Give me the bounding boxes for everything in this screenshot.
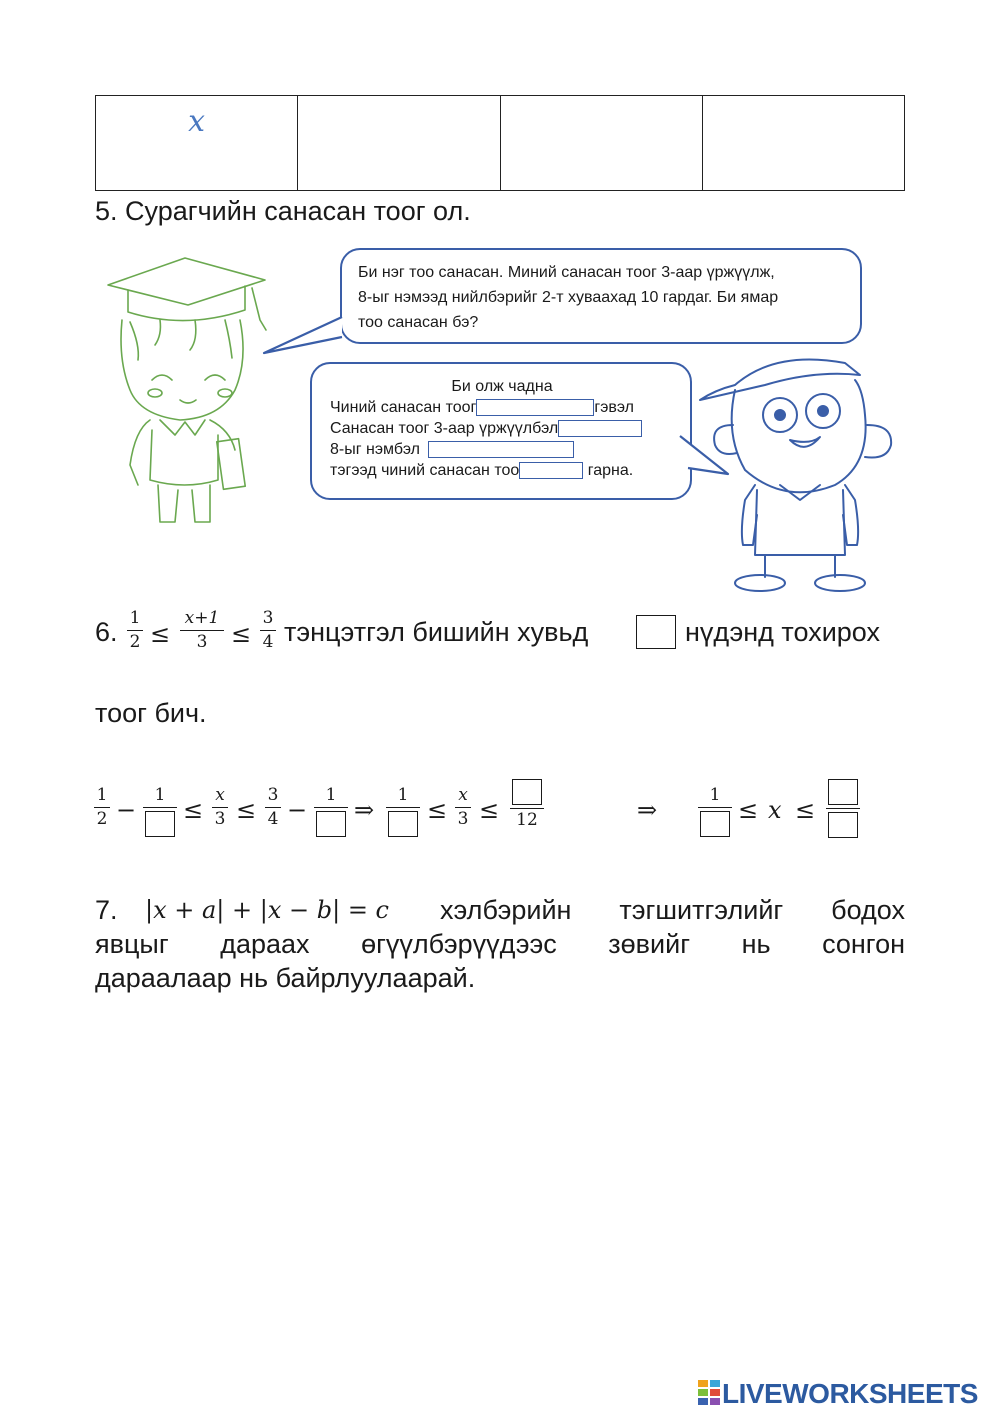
minus-symbol: − bbox=[116, 796, 137, 824]
bubble2-line4-suffix: гарна. bbox=[587, 462, 634, 479]
answer-blank-multiply[interactable] bbox=[558, 420, 642, 437]
q6-number: 6. bbox=[95, 617, 118, 647]
implies-symbol: ⇒ bbox=[637, 796, 658, 824]
le-symbol: ≤ bbox=[479, 796, 500, 824]
q7-line1: хэлбэрийн тэгшитгэлийг бодох bbox=[440, 895, 905, 925]
answer-input-box[interactable] bbox=[388, 811, 418, 837]
table-cell bbox=[96, 96, 298, 191]
speech-bubble-answer bbox=[310, 362, 692, 500]
answer-input-box[interactable] bbox=[145, 811, 175, 837]
table-cell[interactable] bbox=[702, 96, 904, 191]
fraction-den: 4 bbox=[267, 809, 279, 829]
q7-line3: дараалаар нь байрлуулаарай. bbox=[95, 963, 476, 993]
fraction-x-over-3 bbox=[212, 787, 228, 828]
fraction-num: 1 bbox=[325, 785, 337, 805]
fraction-den: 2 bbox=[96, 809, 108, 829]
q5-title: 5. Сурагчийн санасан тоог ол. bbox=[95, 196, 471, 226]
fraction-one-over-blank bbox=[386, 787, 420, 837]
fraction-den: 12 bbox=[516, 810, 538, 830]
fraction-x-plus-1-over-3 bbox=[180, 610, 224, 651]
student-graduate-illustration bbox=[100, 250, 270, 530]
le-symbol: ≤ bbox=[738, 796, 759, 824]
fraction-num: x bbox=[458, 785, 468, 805]
fraction-one-over-blank bbox=[698, 787, 732, 837]
fraction-num: 1 bbox=[397, 785, 409, 805]
le-symbol: ≤ bbox=[150, 620, 171, 648]
speech-bubble-question bbox=[340, 248, 862, 344]
le-symbol: ≤ bbox=[795, 796, 816, 824]
table-cell[interactable] bbox=[298, 96, 500, 191]
bubble2-line1-suffix: гэвэл bbox=[594, 399, 635, 416]
fraction-blank-over-blank bbox=[826, 779, 860, 838]
fraction-num: 3 bbox=[267, 785, 279, 805]
q7-number: 7. bbox=[95, 895, 118, 925]
bubble1-line: тоо санасан бэ? bbox=[358, 314, 479, 331]
answer-box bbox=[636, 615, 676, 649]
bubble1-tail bbox=[260, 315, 350, 360]
table-cell[interactable] bbox=[500, 96, 702, 191]
fraction-one-over-blank bbox=[314, 787, 348, 837]
bubble2-line3-label: 8-ыг нэмбэл bbox=[330, 441, 420, 458]
fraction-blank-over-12 bbox=[510, 779, 544, 829]
logo-text: LIVEWORKSHEETS bbox=[722, 1378, 978, 1409]
bubble1-line: Би нэг тоо санасан. Миний санасан тоог 3-аар үржүүлж, bbox=[358, 264, 775, 281]
fraction-three-quarters bbox=[265, 787, 281, 828]
bubble2-line1-label: Чиний санасан тоог bbox=[330, 399, 477, 416]
variable-x: x bbox=[768, 796, 782, 824]
q7-formula: |x + a| + |x − b| = c bbox=[145, 896, 389, 924]
bubble2-title: Би олж чадна bbox=[451, 378, 553, 395]
implies-symbol: ⇒ bbox=[354, 796, 375, 824]
answer-input-box[interactable] bbox=[828, 812, 858, 838]
fraction-one-over-blank bbox=[143, 787, 177, 837]
fraction-num: 1 bbox=[709, 785, 721, 805]
fraction-one-half bbox=[94, 787, 110, 828]
minus-symbol: − bbox=[287, 796, 308, 824]
liveworksheets-logo[interactable] bbox=[698, 1378, 993, 1408]
q6-text-b: нүдэнд тохирох bbox=[685, 617, 880, 647]
fraction-den: 2 bbox=[129, 632, 141, 652]
le-symbol: ≤ bbox=[231, 620, 252, 648]
answer-input-box[interactable] bbox=[316, 811, 346, 837]
q6-text-a: тэнцэтгэл бишийн хувьд bbox=[284, 617, 589, 647]
logo-blocks-icon bbox=[698, 1380, 720, 1406]
answer-blank-number[interactable] bbox=[476, 399, 594, 416]
le-symbol: ≤ bbox=[236, 796, 257, 824]
fraction-num: 3 bbox=[262, 608, 274, 628]
fraction-den: 3 bbox=[196, 632, 208, 652]
le-symbol: ≤ bbox=[427, 796, 448, 824]
answer-input-box[interactable] bbox=[512, 779, 542, 805]
fraction-num: 1 bbox=[154, 785, 166, 805]
bubble2-line2-label: Санасан тоог 3-аар үржүүлбэл bbox=[330, 420, 559, 437]
answer-blank-result[interactable] bbox=[519, 462, 583, 479]
table-cell-x: x bbox=[188, 104, 206, 139]
fraction-x-over-3 bbox=[455, 787, 471, 828]
fraction-three-quarters bbox=[260, 610, 276, 651]
q6-text-c: тоог бич. bbox=[95, 698, 207, 728]
fraction-num: x bbox=[215, 785, 225, 805]
answer-table bbox=[95, 95, 905, 191]
boy-cap-illustration bbox=[695, 345, 910, 595]
le-symbol: ≤ bbox=[183, 796, 204, 824]
fraction-num: 1 bbox=[129, 608, 141, 628]
fraction-one-half bbox=[127, 610, 143, 651]
bubble1-line: 8-ыг нэмээд нийлбэрийг 2-т хуваахад 10 гардаг. Би ямар bbox=[358, 289, 779, 306]
fraction-den: 3 bbox=[214, 809, 226, 829]
q7-line2: явцыг дараах өгүүлбэрүүдээс зөвийг нь сонгон bbox=[95, 929, 905, 959]
answer-blank-add[interactable] bbox=[428, 441, 574, 458]
fraction-den: 4 bbox=[262, 632, 274, 652]
bubble2-line4-label: тэгээд чиний санасан тоо bbox=[330, 462, 520, 479]
fraction-num: x+1 bbox=[184, 608, 220, 628]
answer-input-box[interactable] bbox=[828, 779, 858, 805]
fraction-den: 3 bbox=[457, 809, 469, 829]
fraction-num: 1 bbox=[96, 785, 108, 805]
answer-input-box[interactable] bbox=[700, 811, 730, 837]
